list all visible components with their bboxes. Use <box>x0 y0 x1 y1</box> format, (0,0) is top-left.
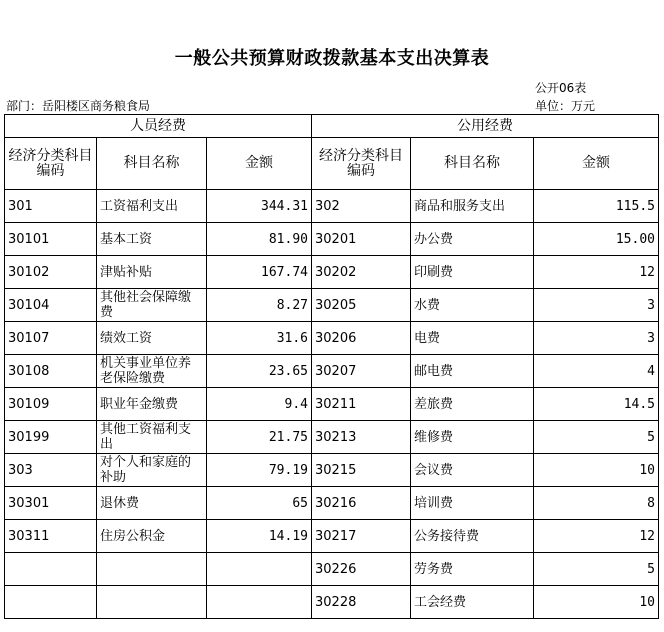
personnel-amount-cell: 81.90 <box>207 223 312 256</box>
unit-label: 单位：万元 <box>535 99 596 113</box>
personnel-code-cell: 303 <box>5 454 97 487</box>
public-amount-cell: 12 <box>534 520 659 553</box>
personnel-code-cell <box>5 586 97 619</box>
public-amount-cell: 4 <box>534 355 659 388</box>
public-amount-cell: 3 <box>534 322 659 355</box>
public-name-cell: 会议费 <box>411 454 534 487</box>
expenditure-table <box>4 114 659 619</box>
public-name-cell: 邮电费 <box>411 355 534 388</box>
personnel-amount-cell <box>207 553 312 586</box>
public-name-cell: 工会经费 <box>411 586 534 619</box>
department-label: 部门：岳阳楼区商务粮食局 <box>6 99 151 113</box>
public-code-cell: 30213 <box>312 421 411 454</box>
header-code: 经济分类科目编码 <box>5 138 97 190</box>
table-row <box>5 355 659 388</box>
personnel-amount-cell <box>207 586 312 619</box>
public-name-cell: 商品和服务支出 <box>411 190 534 223</box>
public-amount-cell: 5 <box>534 553 659 586</box>
personnel-name-cell: 机关事业单位养老保险缴费 <box>97 355 207 388</box>
table-row <box>5 421 659 454</box>
public-code-cell: 30206 <box>312 322 411 355</box>
personnel-code-cell: 30107 <box>5 322 97 355</box>
public-code-cell: 30217 <box>312 520 411 553</box>
personnel-name-cell: 住房公积金 <box>97 520 207 553</box>
table-row <box>5 322 659 355</box>
public-name-cell: 办公费 <box>411 223 534 256</box>
public-amount-cell: 115.5 <box>534 190 659 223</box>
table-row <box>5 487 659 520</box>
personnel-code-cell: 30101 <box>5 223 97 256</box>
personnel-amount-cell: 167.74 <box>207 256 312 289</box>
personnel-amount-cell: 31.6 <box>207 322 312 355</box>
form-number: 公开06表 <box>535 81 587 95</box>
public-code-cell: 30226 <box>312 553 411 586</box>
public-name-cell: 维修费 <box>411 421 534 454</box>
public-amount-cell: 14.5 <box>534 388 659 421</box>
public-name-cell: 劳务费 <box>411 553 534 586</box>
personnel-code-cell: 30109 <box>5 388 97 421</box>
personnel-amount-cell: 9.4 <box>207 388 312 421</box>
table-row <box>5 553 659 586</box>
personnel-name-cell: 职业年金缴费 <box>97 388 207 421</box>
public-code-cell: 30228 <box>312 586 411 619</box>
group-header-row <box>5 115 659 138</box>
personnel-code-cell <box>5 553 97 586</box>
personnel-name-cell: 其他工资福利支出 <box>97 421 207 454</box>
page-title: 一般公共预算财政拨款基本支出决算表 <box>174 48 490 69</box>
personnel-code-cell: 30108 <box>5 355 97 388</box>
public-name-cell: 印刷费 <box>411 256 534 289</box>
header-amount: 金额 <box>207 138 312 190</box>
public-code-cell: 30202 <box>312 256 411 289</box>
public-amount-cell: 3 <box>534 289 659 322</box>
personnel-name-cell <box>97 553 207 586</box>
personnel-code-cell: 301 <box>5 190 97 223</box>
public-amount-cell: 12 <box>534 256 659 289</box>
table-row <box>5 388 659 421</box>
table-row <box>5 223 659 256</box>
group-public: 公用经费 <box>312 115 659 138</box>
public-code-cell: 30205 <box>312 289 411 322</box>
public-code-cell: 30215 <box>312 454 411 487</box>
public-name-cell: 水费 <box>411 289 534 322</box>
personnel-name-cell: 绩效工资 <box>97 322 207 355</box>
public-code-cell: 30201 <box>312 223 411 256</box>
table-row <box>5 454 659 487</box>
personnel-amount-cell: 14.19 <box>207 520 312 553</box>
table-row <box>5 520 659 553</box>
personnel-name-cell: 对个人和家庭的补助 <box>97 454 207 487</box>
public-amount-cell: 5 <box>534 421 659 454</box>
personnel-amount-cell: 344.31 <box>207 190 312 223</box>
header-amount: 金额 <box>534 138 659 190</box>
table-row <box>5 586 659 619</box>
personnel-amount-cell: 79.19 <box>207 454 312 487</box>
personnel-name-cell <box>97 586 207 619</box>
personnel-code-cell: 30102 <box>5 256 97 289</box>
public-name-cell: 公务接待费 <box>411 520 534 553</box>
table-row <box>5 190 659 223</box>
public-code-cell: 302 <box>312 190 411 223</box>
personnel-name-cell: 工资福利支出 <box>97 190 207 223</box>
public-name-cell: 差旅费 <box>411 388 534 421</box>
personnel-name-cell: 其他社会保障缴费 <box>97 289 207 322</box>
public-code-cell: 30216 <box>312 487 411 520</box>
header-name: 科目名称 <box>97 138 207 190</box>
column-header-row <box>5 138 659 190</box>
public-name-cell: 培训费 <box>411 487 534 520</box>
personnel-code-cell: 30311 <box>5 520 97 553</box>
personnel-name-cell: 基本工资 <box>97 223 207 256</box>
personnel-code-cell: 30104 <box>5 289 97 322</box>
header-name: 科目名称 <box>411 138 534 190</box>
personnel-amount-cell: 8.27 <box>207 289 312 322</box>
personnel-amount-cell: 65 <box>207 487 312 520</box>
personnel-code-cell: 30199 <box>5 421 97 454</box>
table-row <box>5 256 659 289</box>
personnel-amount-cell: 23.65 <box>207 355 312 388</box>
personnel-code-cell: 30301 <box>5 487 97 520</box>
group-personnel: 人员经费 <box>5 115 312 138</box>
personnel-amount-cell: 21.75 <box>207 421 312 454</box>
header-code: 经济分类科目编码 <box>312 138 411 190</box>
public-amount-cell: 10 <box>534 454 659 487</box>
public-amount-cell: 8 <box>534 487 659 520</box>
personnel-name-cell: 退休费 <box>97 487 207 520</box>
public-amount-cell: 10 <box>534 586 659 619</box>
public-code-cell: 30207 <box>312 355 411 388</box>
public-amount-cell: 15.00 <box>534 223 659 256</box>
personnel-name-cell: 津贴补贴 <box>97 256 207 289</box>
table-row <box>5 289 659 322</box>
public-name-cell: 电费 <box>411 322 534 355</box>
public-code-cell: 30211 <box>312 388 411 421</box>
table-body <box>5 190 659 619</box>
